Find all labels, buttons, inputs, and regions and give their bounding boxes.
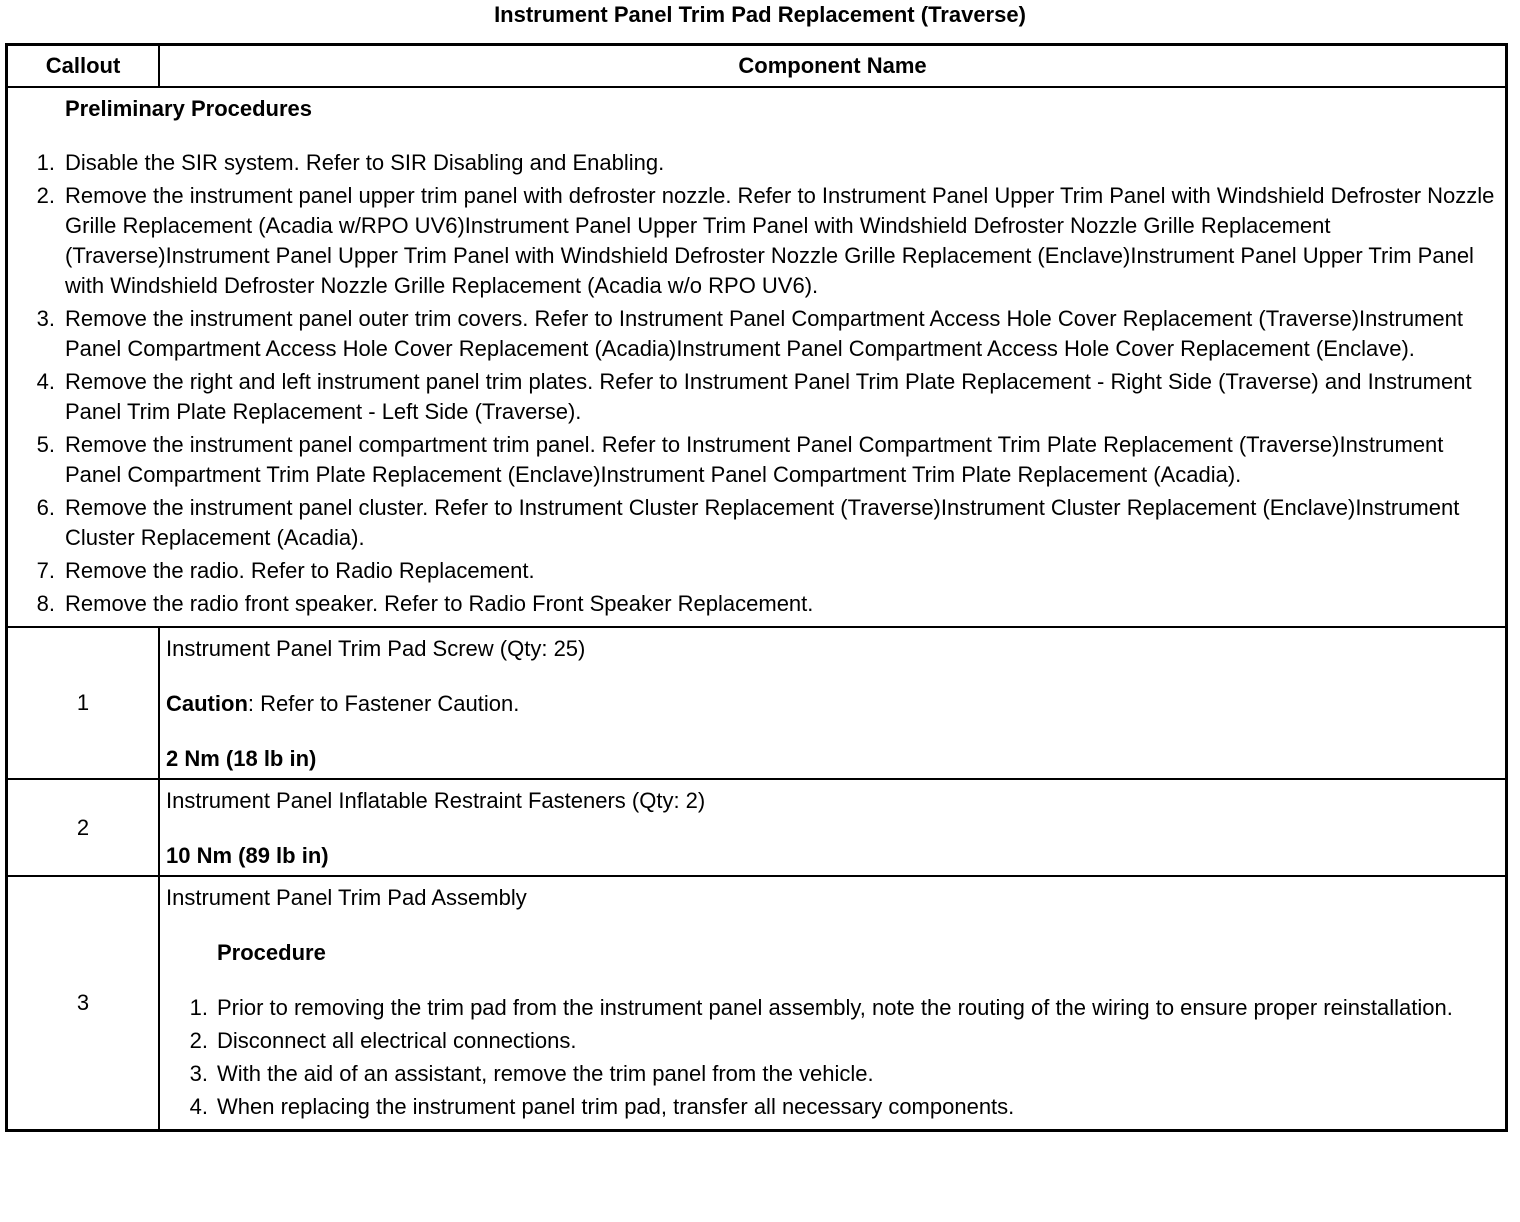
component-table: [5, 43, 1508, 1132]
component-cell: [159, 876, 1507, 1131]
list-item: [28, 493, 1495, 553]
list-item: [28, 556, 1495, 586]
component-name: Instrument Panel Trim Pad Assembly: [166, 885, 527, 910]
procedure-steps: [182, 993, 1495, 1122]
table-row: [7, 627, 1507, 779]
step-text: Remove the instrument panel upper trim panel with defroster nozzle. Refer to Instrument Panel Upper Trim Panel with Windshield Defroster Nozzle Grille Replacement (Acadia w/RPO UV6)Instrument Panel Upper Trim Panel with Windshield Defroster Nozzle Grille Replacement (Traverse)Instrument Panel Upper Trim Panel with Windshield Defroster Nozzle Grille Replacement (Enclave)Instrument Panel Upper Trim Panel with Windshield Defroster Nozzle Grille Replacement (Acadia w/o RPO UV6).: [65, 183, 1495, 298]
list-item: [28, 430, 1495, 490]
list-item: [182, 993, 1495, 1023]
list-item: [182, 1092, 1495, 1122]
table-row: [7, 876, 1507, 1131]
caution-label: Caution: [166, 691, 248, 716]
preliminary-steps: [28, 148, 1495, 619]
preliminary-procedures: [7, 87, 1507, 627]
step-number: 8.: [36, 591, 55, 616]
header-row: [7, 45, 1507, 88]
component-name: Instrument Panel Trim Pad Screw (Qty: 25): [166, 636, 586, 661]
step-text: Disconnect all electrical connections.: [217, 1028, 577, 1053]
torque-spec: 2 Nm (18 lb in): [166, 746, 317, 771]
list-item: [28, 181, 1495, 301]
procedure-block: [166, 938, 1495, 1122]
step-text: Disable the SIR system. Refer to SIR Disabling and Enabling.: [65, 150, 665, 175]
list-item: [182, 1026, 1495, 1056]
caution-note: [166, 689, 1495, 719]
step-number: 3.: [189, 1061, 208, 1086]
preliminary-row: [7, 87, 1507, 627]
step-number: 5.: [36, 432, 55, 457]
step-text: Remove the instrument panel compartment trim panel. Refer to Instrument Panel Compartment Trim Plate Replacement (Traverse)Instrument Panel Compartment Trim Plate Replacement (Enclave)Instrument Panel Compartment Trim Plate Replacement (Acadia).: [65, 432, 1444, 487]
procedure-heading: Procedure: [217, 940, 326, 965]
step-number: 7.: [36, 558, 55, 583]
step-number: 1.: [36, 150, 55, 175]
list-item: [28, 589, 1495, 619]
list-item: [182, 1059, 1495, 1089]
step-number: 2.: [189, 1028, 208, 1053]
list-item: [28, 304, 1495, 364]
callout-cell: 1: [7, 627, 160, 779]
step-number: 4.: [189, 1094, 208, 1119]
component-name-header: Component Name: [159, 45, 1507, 88]
component-name: Instrument Panel Inflatable Restraint Fasteners (Qty: 2): [166, 788, 706, 813]
preliminary-heading: Preliminary Procedures: [65, 96, 313, 121]
step-number: 3.: [36, 306, 55, 331]
step-text: Remove the radio. Refer to Radio Replacement.: [65, 558, 535, 583]
component-cell: [159, 779, 1507, 876]
step-text: Prior to removing the trim pad from the instrument panel assembly, note the routing of the wiring to ensure proper reinstallation.: [217, 995, 1453, 1020]
callout-header: Callout: [7, 45, 160, 88]
torque-spec: 10 Nm (89 lb in): [166, 843, 329, 868]
page-title: Instrument Panel Trim Pad Replacement (Traverse): [494, 2, 1026, 27]
component-cell: [159, 627, 1507, 779]
list-item: [28, 148, 1495, 178]
step-number: 6.: [36, 495, 55, 520]
step-number: 2.: [36, 183, 55, 208]
callout-cell: 3: [7, 876, 160, 1131]
step-text: Remove the right and left instrument panel trim plates. Refer to Instrument Panel Trim Plate Replacement - Right Side (Traverse) and Instrument Panel Trim Plate Replacement - Left Side (Traverse).: [65, 369, 1472, 424]
step-text: When replacing the instrument panel trim pad, transfer all necessary components.: [217, 1094, 1015, 1119]
callout-cell: 2: [7, 779, 160, 876]
step-text: With the aid of an assistant, remove the trim panel from the vehicle.: [217, 1061, 874, 1086]
step-text: Remove the radio front speaker. Refer to Radio Front Speaker Replacement.: [65, 591, 814, 616]
step-text: Remove the instrument panel cluster. Refer to Instrument Cluster Replacement (Traverse)Instrument Cluster Replacement (Enclave)Instrument Cluster Replacement (Acadia).: [65, 495, 1460, 550]
table-row: [7, 779, 1507, 876]
caution-text: : Refer to Fastener Caution.: [247, 691, 520, 716]
list-item: [28, 367, 1495, 427]
step-number: 1.: [189, 995, 208, 1020]
step-number: 4.: [36, 369, 55, 394]
step-text: Remove the instrument panel outer trim covers. Refer to Instrument Panel Compartment Access Hole Cover Replacement (Traverse)Instrument Panel Compartment Access Hole Cover Replacement (Acadia)Instrument Panel Compartment Access Hole Cover Replacement (Enclave).: [65, 306, 1463, 361]
